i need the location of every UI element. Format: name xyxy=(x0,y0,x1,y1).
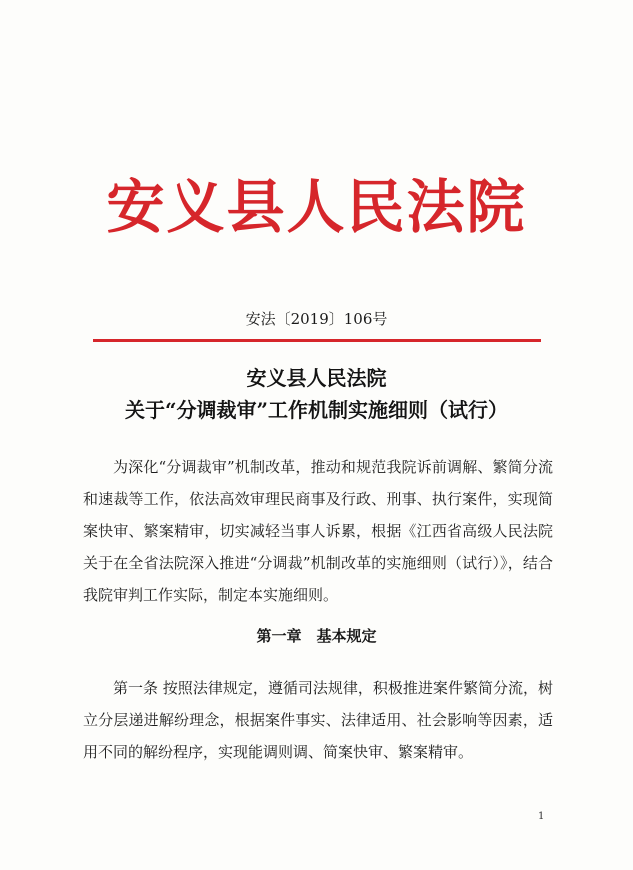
document-number: 安法〔2019〕106号 xyxy=(245,310,388,328)
article-section xyxy=(83,672,553,768)
article-1-paragraph: 第一条 按照法律规定，遵循司法规律，积极推进案件繁简分流，树立分层递进解纷理念，根据案件事实、法律适用、社会影响等因素，适用不同的解纷程序，实现能调则调、简案快审、繁案精审。 xyxy=(83,679,553,761)
court-masthead: 安义县人民法院 xyxy=(106,173,527,241)
document-title-line-1: 安义县人民法院 xyxy=(246,366,387,390)
red-separator-line xyxy=(93,339,541,342)
chapter-heading: 第一章 基本规定 xyxy=(256,627,377,645)
intro-section xyxy=(83,451,553,611)
document-title-line-2: 关于“分调裁审”工作机制实施细则（试行） xyxy=(124,398,508,422)
intro-paragraph: 为深化“分调裁审”机制改革，推动和规范我院诉前调解、繁简分流和速裁等工作，依法高效审理民商事及行政、刑事、执行案件，实现简案快审、繁案精审，切实减轻当事人诉累，根据《江西省高级人民法院关于在全省法院深入推进“分调裁”机制改革的实施细则（试行）》，结合我院审判工作实际，制定本实施细则。 xyxy=(83,458,553,604)
page-number: 1 xyxy=(538,811,545,822)
